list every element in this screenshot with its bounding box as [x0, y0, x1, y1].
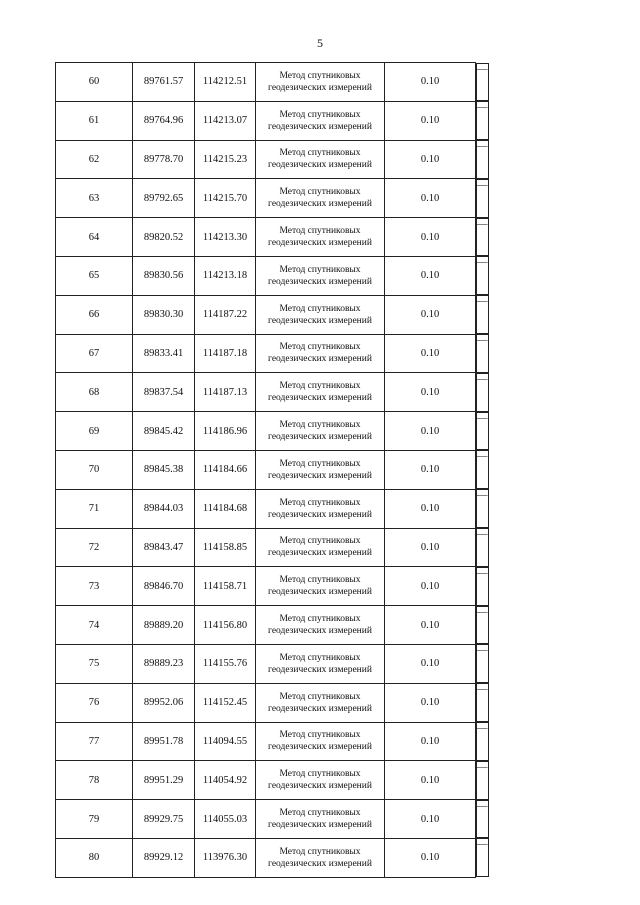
method-cell [256, 334, 385, 373]
note-cell: — [476, 722, 489, 761]
method-line-2: геодезических измерений [268, 121, 372, 132]
method-line-2: геодезических измерений [268, 703, 372, 714]
point-number-cell: 73 [56, 567, 133, 606]
table-row [56, 101, 588, 140]
point-number-cell: 62 [56, 140, 133, 179]
note-cell: — [476, 334, 489, 373]
method-cell [256, 140, 385, 179]
method-line-1: Метод спутниковых [279, 652, 361, 663]
method-cell [256, 683, 385, 722]
method-line-2: геодезических измерений [268, 781, 372, 792]
method-cell [256, 528, 385, 567]
method-cell [256, 761, 385, 800]
point-number-cell: 69 [56, 412, 133, 451]
method-line-1: Метод спутниковых [279, 187, 361, 198]
y-coordinate-cell: 114187.22 [195, 295, 256, 334]
y-coordinate-cell: 114212.51 [195, 63, 256, 102]
accuracy-cell: 0.10 [385, 606, 476, 645]
table-row [56, 761, 588, 800]
table-row [56, 606, 588, 645]
point-number-cell: 65 [56, 256, 133, 295]
x-coordinate-cell: 89889.20 [133, 606, 195, 645]
method-cell [256, 256, 385, 295]
table-row [56, 800, 588, 839]
y-coordinate-cell: 114187.18 [195, 334, 256, 373]
note-cell: — [476, 101, 489, 140]
table-row [56, 722, 588, 761]
method-line-2: геодезических измерений [268, 470, 372, 481]
note-cell: — [476, 140, 489, 179]
x-coordinate-cell: 89929.12 [133, 838, 195, 877]
method-line-1: Метод спутниковых [279, 70, 361, 81]
method-cell [256, 179, 385, 218]
table-row [56, 528, 588, 567]
note-cell: — [476, 644, 489, 683]
method-line-2: геодезических измерений [268, 82, 372, 93]
method-cell [256, 567, 385, 606]
x-coordinate-cell: 89833.41 [133, 334, 195, 373]
note-cell: — [476, 373, 489, 412]
method-cell [256, 644, 385, 683]
method-cell [256, 489, 385, 528]
method-line-1: Метод спутниковых [279, 458, 361, 469]
method-line-2: геодезических измерений [268, 820, 372, 831]
method-line-1: Метод спутниковых [279, 769, 361, 780]
method-cell [256, 63, 385, 102]
point-number-cell: 63 [56, 179, 133, 218]
y-coordinate-cell: 114215.70 [195, 179, 256, 218]
x-coordinate-cell: 89837.54 [133, 373, 195, 412]
method-line-2: геодезических измерений [268, 354, 372, 365]
method-line-2: геодезических измерений [268, 199, 372, 210]
point-number-cell: 76 [56, 683, 133, 722]
x-coordinate-cell: 89951.78 [133, 722, 195, 761]
accuracy-cell: 0.10 [385, 412, 476, 451]
table-row [56, 179, 588, 218]
note-cell: — [476, 838, 489, 877]
table-row [56, 489, 588, 528]
x-coordinate-cell: 89778.70 [133, 140, 195, 179]
point-number-cell: 75 [56, 644, 133, 683]
coordinates-table-body [56, 63, 588, 878]
method-line-1: Метод спутниковых [279, 846, 361, 857]
x-coordinate-cell: 89846.70 [133, 567, 195, 606]
point-number-cell: 71 [56, 489, 133, 528]
x-coordinate-cell: 89845.42 [133, 412, 195, 451]
y-coordinate-cell: 114156.80 [195, 606, 256, 645]
note-cell: — [476, 256, 489, 295]
method-line-2: геодезических измерений [268, 626, 372, 637]
point-number-cell: 78 [56, 761, 133, 800]
point-number-cell: 60 [56, 63, 133, 102]
y-coordinate-cell: 114213.07 [195, 101, 256, 140]
point-number-cell: 74 [56, 606, 133, 645]
accuracy-cell: 0.10 [385, 373, 476, 412]
method-line-1: Метод спутниковых [279, 730, 361, 741]
table-row [56, 218, 588, 257]
x-coordinate-cell: 89830.56 [133, 256, 195, 295]
x-coordinate-cell: 89889.23 [133, 644, 195, 683]
x-coordinate-cell: 89952.06 [133, 683, 195, 722]
page-number: 5 [317, 36, 323, 50]
method-line-1: Метод спутниковых [279, 808, 361, 819]
method-line-2: геодезических измерений [268, 432, 372, 443]
x-coordinate-cell: 89843.47 [133, 528, 195, 567]
method-line-1: Метод спутниковых [279, 691, 361, 702]
table-row [56, 644, 588, 683]
method-line-1: Метод спутниковых [279, 497, 361, 508]
method-line-1: Метод спутниковых [279, 420, 361, 431]
method-cell [256, 838, 385, 877]
note-cell: — [476, 800, 489, 839]
accuracy-cell: 0.10 [385, 179, 476, 218]
x-coordinate-cell: 89830.30 [133, 295, 195, 334]
accuracy-cell: 0.10 [385, 295, 476, 334]
y-coordinate-cell: 114184.66 [195, 450, 256, 489]
y-coordinate-cell: 113976.30 [195, 838, 256, 877]
y-coordinate-cell: 114215.23 [195, 140, 256, 179]
method-line-2: геодезических измерений [268, 393, 372, 404]
note-cell: — [476, 489, 489, 528]
note-cell: — [476, 450, 489, 489]
point-number-cell: 67 [56, 334, 133, 373]
accuracy-cell: 0.10 [385, 528, 476, 567]
note-cell: — [476, 761, 489, 800]
point-number-cell: 66 [56, 295, 133, 334]
x-coordinate-cell: 89929.75 [133, 800, 195, 839]
method-line-2: геодезических измерений [268, 742, 372, 753]
y-coordinate-cell: 114155.76 [195, 644, 256, 683]
note-cell: — [476, 683, 489, 722]
accuracy-cell: 0.10 [385, 761, 476, 800]
note-cell: — [476, 567, 489, 606]
note-cell: — [476, 218, 489, 257]
table-row [56, 256, 588, 295]
accuracy-cell: 0.10 [385, 722, 476, 761]
method-cell [256, 412, 385, 451]
note-cell: — [476, 412, 489, 451]
table-row [56, 567, 588, 606]
method-line-1: Метод спутниковых [279, 148, 361, 159]
method-line-1: Метод спутниковых [279, 342, 361, 353]
point-number-cell: 61 [56, 101, 133, 140]
method-line-2: геодезических измерений [268, 276, 372, 287]
method-line-1: Метод спутниковых [279, 109, 361, 120]
y-coordinate-cell: 114158.85 [195, 528, 256, 567]
point-number-cell: 79 [56, 800, 133, 839]
method-cell [256, 450, 385, 489]
method-line-2: геодезических измерений [268, 160, 372, 171]
method-line-2: геодезических измерений [268, 509, 372, 520]
x-coordinate-cell: 89820.52 [133, 218, 195, 257]
method-cell [256, 373, 385, 412]
coordinates-table [55, 62, 588, 878]
x-coordinate-cell: 89844.03 [133, 489, 195, 528]
point-number-cell: 77 [56, 722, 133, 761]
y-coordinate-cell: 114184.68 [195, 489, 256, 528]
y-coordinate-cell: 114186.96 [195, 412, 256, 451]
method-line-2: геодезических измерений [268, 238, 372, 249]
point-number-cell: 72 [56, 528, 133, 567]
accuracy-cell: 0.10 [385, 334, 476, 373]
table-row [56, 838, 588, 877]
method-cell [256, 722, 385, 761]
method-cell [256, 101, 385, 140]
y-coordinate-cell: 114054.92 [195, 761, 256, 800]
accuracy-cell: 0.10 [385, 256, 476, 295]
table-row [56, 683, 588, 722]
table-row [56, 140, 588, 179]
method-line-2: геодезических измерений [268, 858, 372, 869]
accuracy-cell: 0.10 [385, 218, 476, 257]
y-coordinate-cell: 114213.30 [195, 218, 256, 257]
y-coordinate-cell: 114055.03 [195, 800, 256, 839]
accuracy-cell: 0.10 [385, 683, 476, 722]
y-coordinate-cell: 114213.18 [195, 256, 256, 295]
note-cell: — [476, 63, 489, 102]
point-number-cell: 80 [56, 838, 133, 877]
note-cell: — [476, 179, 489, 218]
note-cell: — [476, 528, 489, 567]
note-cell: — [476, 606, 489, 645]
x-coordinate-cell: 89764.96 [133, 101, 195, 140]
method-line-1: Метод спутниковых [279, 226, 361, 237]
accuracy-cell: 0.10 [385, 489, 476, 528]
x-coordinate-cell: 89792.65 [133, 179, 195, 218]
x-coordinate-cell: 89845.38 [133, 450, 195, 489]
point-number-cell: 64 [56, 218, 133, 257]
y-coordinate-cell: 114187.13 [195, 373, 256, 412]
method-line-1: Метод спутниковых [279, 381, 361, 392]
x-coordinate-cell: 89951.29 [133, 761, 195, 800]
y-coordinate-cell: 114152.45 [195, 683, 256, 722]
point-number-cell: 68 [56, 373, 133, 412]
table-row [56, 373, 588, 412]
y-coordinate-cell: 114158.71 [195, 567, 256, 606]
accuracy-cell: 0.10 [385, 800, 476, 839]
method-cell [256, 800, 385, 839]
accuracy-cell: 0.10 [385, 567, 476, 606]
method-line-1: Метод спутниковых [279, 614, 361, 625]
method-line-2: геодезических измерений [268, 315, 372, 326]
method-line-1: Метод спутниковых [279, 264, 361, 275]
method-line-1: Метод спутниковых [279, 536, 361, 547]
table-row [56, 412, 588, 451]
accuracy-cell: 0.10 [385, 63, 476, 102]
accuracy-cell: 0.10 [385, 644, 476, 683]
accuracy-cell: 0.10 [385, 450, 476, 489]
method-line-2: геодезических измерений [268, 587, 372, 598]
table-row [56, 334, 588, 373]
method-line-2: геодезических измерений [268, 548, 372, 559]
method-cell [256, 606, 385, 645]
point-number-cell: 70 [56, 450, 133, 489]
method-line-2: геодезических измерений [268, 664, 372, 675]
y-coordinate-cell: 114094.55 [195, 722, 256, 761]
table-row [56, 295, 588, 334]
table-row [56, 63, 588, 102]
method-line-1: Метод спутниковых [279, 575, 361, 586]
method-cell [256, 218, 385, 257]
accuracy-cell: 0.10 [385, 101, 476, 140]
table-row [56, 450, 588, 489]
x-coordinate-cell: 89761.57 [133, 63, 195, 102]
method-line-1: Метод спутниковых [279, 303, 361, 314]
method-cell [256, 295, 385, 334]
accuracy-cell: 0.10 [385, 140, 476, 179]
accuracy-cell: 0.10 [385, 838, 476, 877]
note-cell: — [476, 295, 489, 334]
